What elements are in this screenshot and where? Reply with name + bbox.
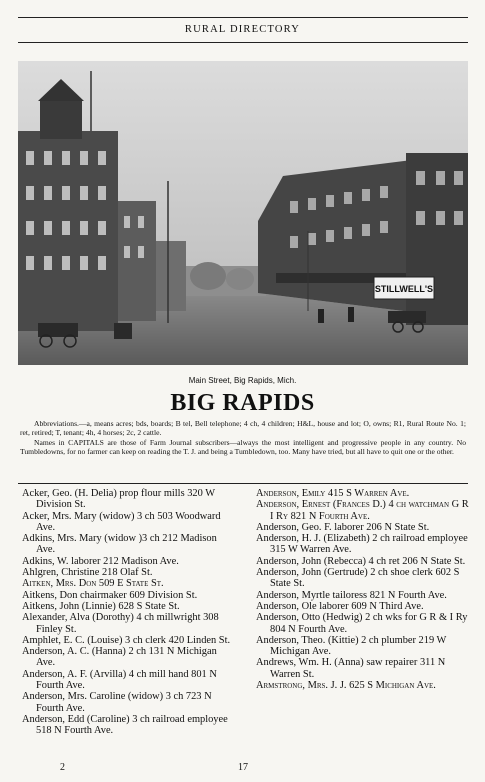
directory-entry: Amphlet, E. C. (Louise) 3 ch clerk 420 Linden St.	[22, 634, 231, 646]
directory-column-left	[22, 488, 235, 737]
directory-entry: Anderson, Myrtle tailoress 821 N Fourth Ave.	[256, 589, 447, 601]
abbreviations-paragraph: Abbreviations.—a, means acres; bds, boards; B tel, Bell telephone; 4 ch, 4 children; H&L, house and lot; O, owns; R1, Rural Route No. 1; ret, retired; T, tenant; 4h, 4 horses; 2c, 2 cattle.	[20, 419, 466, 438]
store-sign-text: STILLWELL'S	[374, 284, 434, 294]
running-header: RURAL DIRECTORY	[184, 24, 301, 35]
directory-entry: Anderson, John (Rebecca) 4 ch ret 206 N State St.	[256, 555, 466, 567]
directory-entry: Anderson, A. C. (Hanna) 2 ch 131 N Michigan Ave.	[22, 646, 217, 669]
photo-caption: Main Street, Big Rapids, Mich.	[188, 376, 297, 385]
directory-entry: Ahlgren, Christine 218 Olaf St.	[22, 567, 153, 579]
page-number: 17	[238, 762, 248, 773]
directory-entry: Aitkens, John (Linnie) 628 S State St.	[22, 600, 180, 612]
town-title: BIG RAPIDS	[170, 390, 315, 416]
directory-entry: Acker, Geo. (H. Delia) prop flour mills 320 W Division St.	[22, 488, 215, 511]
directory-entry-subscriber: Aitken, Mrs. Don 509 E State St.	[22, 578, 164, 590]
street-photo	[18, 61, 468, 365]
directory-column-right	[256, 488, 469, 691]
directory-entry: Acker, Mrs. Mary (widow) 3 ch 503 Woodward Ave.	[22, 510, 221, 533]
top-rule	[18, 17, 468, 18]
directory-entry: Anderson, Ole laborer 609 N Third Ave.	[256, 600, 424, 612]
directory-entry: Anderson, Geo. F. laborer 206 N State St.	[256, 521, 430, 533]
directory-entry: Anderson, A. F. (Arvilla) 4 ch mill hand 801 N Fourth Ave.	[22, 668, 217, 692]
directory-entry: Andrews, Wm. H. (Anna) saw repairer 311 N Warren St.	[256, 657, 446, 680]
capitals-note-paragraph: Names in CAPITALS are those of Farm Journal subscribers—always the most intelligent and progressive people in any country. No Tumbledowns, for no farmer can keep on reading the T. J. and being a Tumbledown, too. Many have tried, but all have to quit one or the other.	[20, 437, 466, 456]
directory-entry: Alexander, Alva (Dorothy) 4 ch millwright 308 Finley St.	[22, 612, 219, 635]
directory-entry: Anderson, Mrs. Caroline (widow) 3 ch 723 N Fourth Ave.	[22, 691, 212, 714]
directory-entry: Adkins, W. laborer 212 Madison Ave.	[22, 555, 179, 567]
footer-mark: 2	[60, 762, 65, 773]
directory-entry: Anderson, John (Gertrude) 2 ch shoe clerk 602 S State St.	[256, 567, 460, 590]
directory-entry-subscriber: Anderson, Ernest (Frances D.) 4 ch watchman G R I Ry 821 N Fourth Ave.	[256, 499, 469, 522]
directory-entry: Anderson, Otto (Hedwig) 2 ch wks for G R & I Ry 804 N Fourth Ave.	[256, 612, 468, 635]
header-rule	[18, 42, 468, 43]
directory-entry: Anderson, H. J. (Elizabeth) 2 ch railroad employee 315 W Warren Ave.	[256, 533, 468, 556]
directory-entry-subscriber: Armstrong, Mrs. J. J. 625 S Michigan Ave.	[256, 680, 436, 692]
section-rule	[18, 483, 468, 484]
directory-entry: Aitkens, Don chairmaker 609 Division St.	[22, 589, 198, 601]
directory-entry-subscriber: Anderson, Emily 415 S Warren Ave.	[256, 488, 410, 499]
directory-entry: Anderson, Theo. (Kittie) 2 ch plumber 219 W Michigan Ave.	[256, 634, 447, 658]
abbreviations-note	[20, 419, 466, 456]
directory-entry: Anderson, Edd (Caroline) 3 ch railroad employee 518 N Fourth Ave.	[22, 713, 228, 737]
directory-entry: Adkins, Mrs. Mary (widow )3 ch 212 Madison Ave.	[22, 533, 217, 556]
